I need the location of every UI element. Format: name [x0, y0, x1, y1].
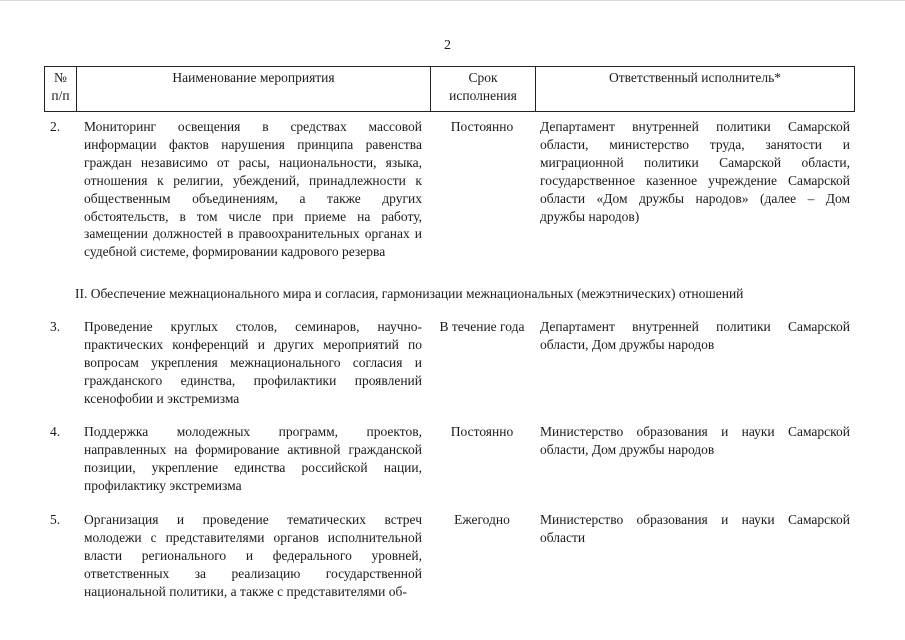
row-2-responsible: Департамент внутренней политики Самарской области, министерство труда, занятости и миграционной политики Самарской области, государственное казенное учреждение Самарской области «Дом дружбы народов» (далее – Дом дружбы народов) [540, 119, 850, 224]
table-header [44, 66, 855, 112]
row-4-name: Поддержка молодежных программ, проектов, направленных на формирование активной гражданской позиции, укрепление единства российской нации, профилактику экстремизма [84, 424, 422, 493]
header-name: Наименование мероприятия [77, 67, 431, 112]
row-3-name: Проведение круглых столов, семинаров, научно-практических конференций и других мероприятий по вопросам укрепления межнационального согласия и гражданского единства, профилактики проявлений ксенофобии и экстремизма [84, 319, 422, 406]
row-5-responsible: Министерство образования и науки Самарской области [540, 512, 850, 545]
row-3-term: В течение года [439, 319, 525, 334]
row-5-term: Ежегодно [454, 512, 510, 527]
row-4-term: Постоянно [450, 424, 514, 439]
page-number: 2 [444, 38, 451, 53]
row-5-num: 5. [50, 512, 61, 527]
header-term: Срок исполнения [431, 67, 536, 112]
row-5-name: Организация и проведение тематических встреч молодежи с представителями органов исполнительной власти регионального и федерального уровней, ответственных за реализацию государственной национальной политики, а также с представителями об- [84, 512, 422, 599]
row-2-term: Постоянно [450, 119, 514, 134]
row-3-responsible: Департамент внутренней политики Самарской области, Дом дружбы народов [540, 319, 850, 352]
header-row [45, 67, 855, 112]
section-title: II. Обеспечение межнационального мира и согласия, гармонизации межнациональных (межэтнических) отношений [75, 286, 744, 301]
row-2-name: Мониторинг освещения в средствах массовой информации фактов нарушения принципа равенства граждан независимо от расы, национальности, языка, отношения к религии, убеждений, принадлежности к общественным объединениям, а также других обстоятельств, в том числе при приеме на работу, замещении должностей в правоохранительных органах и судебной системе, формировании кадрового резерва [84, 119, 422, 260]
header-num: № п/п [45, 67, 77, 112]
row-2-num: 2. [50, 119, 61, 134]
page-top-edge [0, 0, 905, 1]
row-4-responsible: Министерство образования и науки Самарской области, Дом дружбы народов [540, 424, 850, 457]
header-responsible: Ответственный исполнитель* [536, 67, 855, 112]
row-4-num: 4. [50, 424, 61, 439]
row-3-num: 3. [50, 319, 61, 334]
